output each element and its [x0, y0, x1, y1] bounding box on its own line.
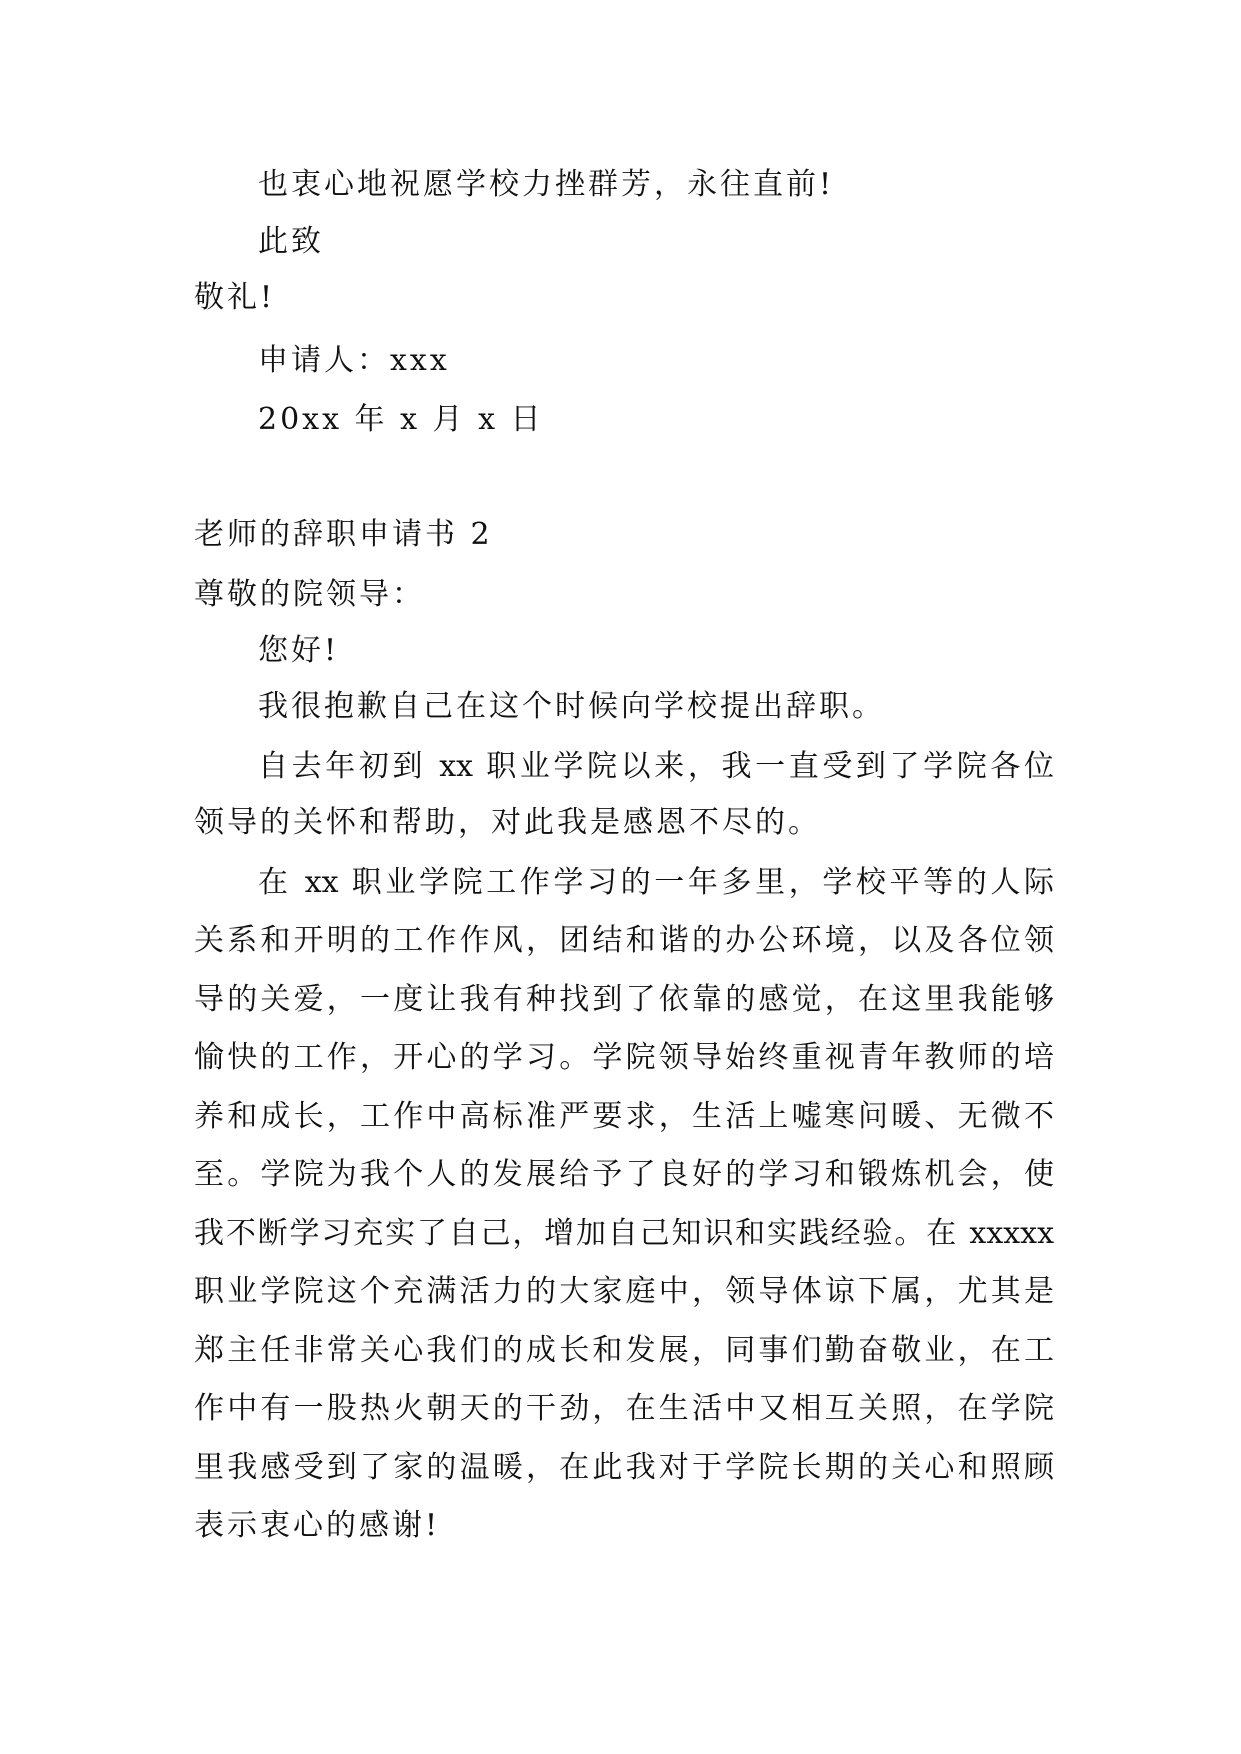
closing-wish: 也衷心地祝愿学校力挫群芳，永往直前! — [258, 167, 835, 202]
paragraph-line: 自去年初到 xx 职业学院以来，我一直受到了学院各位 — [258, 749, 1054, 784]
paragraph-line: 在 xx 职业学院工作学习的一年多里，学校平等的人际 — [258, 865, 1054, 900]
paragraph-line: 里我感受到了家的温暖，在此我对于学院长期的关心和照顾 — [194, 1450, 1054, 1485]
paragraph-line: 作中有一股热火朝天的干劲，在生活中又相互关照，在学院 — [194, 1391, 1054, 1426]
applicant-signature: 申请人：xxx — [258, 343, 450, 378]
section-title: 老师的辞职申请书 2 — [194, 517, 493, 552]
paragraph-line: 至。学院为我个人的发展给予了良好的学习和锻炼机会，使 — [194, 1157, 1054, 1192]
salutation-jingli: 敬礼! — [194, 280, 276, 315]
paragraph-line: 领导的关怀和帮助，对此我是感恩不尽的。 — [194, 805, 821, 840]
paragraph-line: 表示衷心的感谢! — [194, 1508, 441, 1543]
paragraph-line: 导的关爱，一度让我有种找到了依靠的感觉，在这里我能够 — [194, 982, 1054, 1017]
paragraph-line: 郑主任非常关心我们的成长和发展，同事们勤奋敬业，在工 — [194, 1333, 1054, 1368]
paragraph-line: 养和成长，工作中高标准严要求，生活上嘘寒问暖、无微不 — [194, 1099, 1054, 1134]
salutation-cizhi: 此致 — [258, 224, 324, 259]
paragraph-line: 我不断学习充实了自己，增加自己知识和实践经验。在 xxxxx — [194, 1216, 1054, 1251]
paragraph-line: 关系和开明的工作作风，团结和谐的办公环境，以及各位领 — [194, 923, 1054, 958]
letter-date: 20xx 年 x 月 x 日 — [258, 402, 544, 437]
greeting-line: 您好! — [258, 633, 340, 668]
paragraph-line: 愉快的工作，开心的学习。学院领导始终重视青年教师的培 — [194, 1040, 1054, 1075]
paragraph-apology: 我很抱歉自己在这个时候向学校提出辞职。 — [258, 689, 885, 724]
recipient-line: 尊敬的院领导： — [194, 577, 425, 612]
paragraph-line: 职业学院这个充满活力的大家庭中，领导体谅下属，尤其是 — [194, 1274, 1054, 1309]
